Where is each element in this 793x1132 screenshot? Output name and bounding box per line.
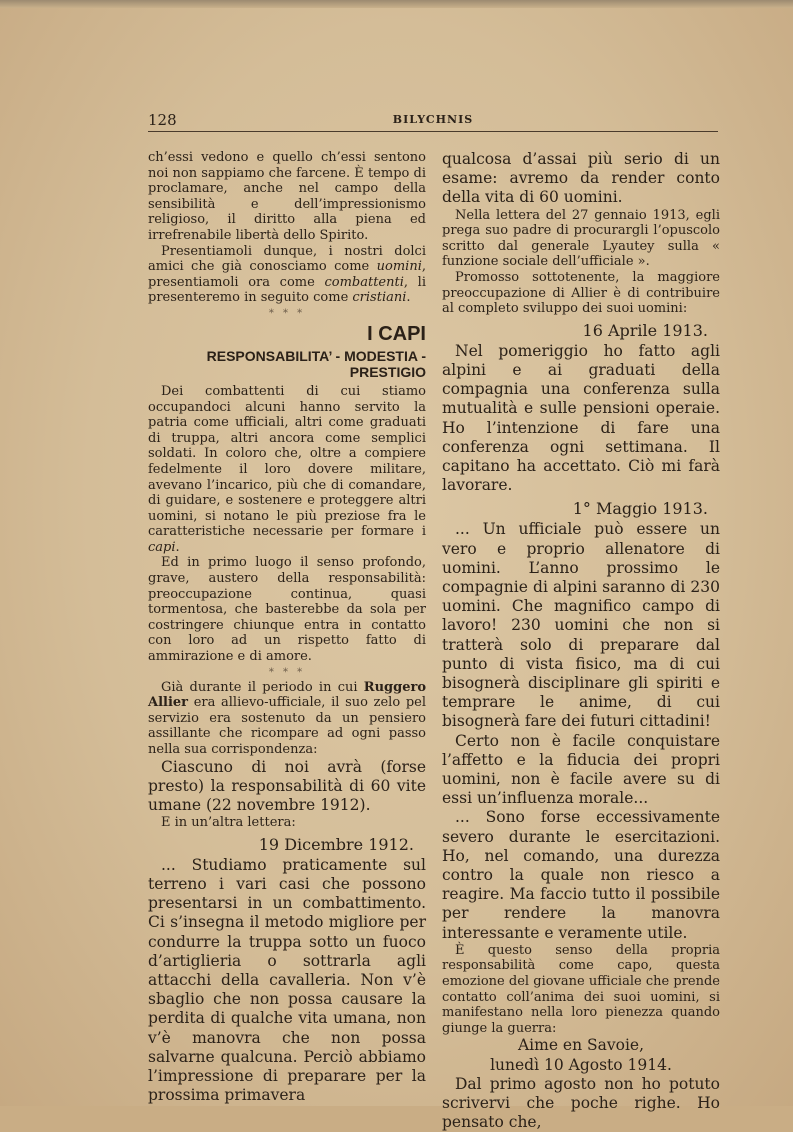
header-rule [148, 131, 718, 132]
letter-date: lunedì 10 Agosto 1914. [490, 1055, 672, 1074]
running-title: BILYCHNIS [392, 113, 474, 126]
page-header [148, 111, 718, 129]
paragraph: Dei combattenti di cui stiamo occupandoci alcuni hanno servito la patria come ufficiali, altri come graduati di truppa, altri ancora come semplici soldati. In coloro che, oltre a compiere fedelmente il loro dovere militare, avevano l’incarico, più che di comandare, di guidare, e sostenere e proteggere altri uomini, si notano le più preziose fra le caratteristiche necessarie per formare i capi. [148, 383, 426, 555]
left-column [148, 150, 426, 1105]
page-top-edge [0, 0, 793, 8]
paragraph: Già durante il periodo in cui Ruggero Allier era allievo-ufficiale, il suo zelo pel servizio era sostenuto da un pensiero assillante che ricompare ad ogni passo nella sua corrispondenza: [148, 679, 426, 757]
letter-place: Aime en Savoie, [517, 1036, 645, 1055]
quote-paragraph: ... Studiamo praticamente sul terreno i vari casi che possono presentarsi in un combattimento. Ci s’insegna il metodo migliore per condurre la truppa sotto un fuoco d’artiglieria o sottrarla agli attacchi della cavalleria. Non v’è sbaglio che non possa causare la perdita di qualche vita umana, non v’è manovra che non possa salvarne qualcuna. Perciò abbiamo l’impressione di preparare per la prossima primavera [148, 855, 426, 1105]
page-number: 128 [148, 111, 177, 129]
section-subtitle: RESPONSABILITA’ - MODESTIA - PRESTIGIO [206, 347, 426, 380]
right-column [442, 150, 720, 1132]
quote-paragraph: Nel pomeriggio ho fatto agli alpini e ai graduati della compagnia una conferenza sulla mutualità e sulle pensioni operaie. Ho l’intenzione di fare una conferenza ogni settimana. Il capitano ha accettato. Ciò mi farà lavorare. [442, 341, 720, 495]
letter-date: 19 Dicembre 1912. [258, 834, 414, 854]
paragraph: Nella lettera del 27 gennaio 1913, egli prega suo padre di procurargli l’opuscolo scritto dal generale Lyautey sulla « funzione sociale dell’ufficiale ». [442, 207, 720, 270]
quote-paragraph: ... Un ufficiale può essere un vero e proprio allenatore di uomini. L’anno prossimo le compagnie di alpini saranno di 230 uomini. Che magnifico campo di lavoro! 230 uomini che non si tratterà solo di preparare dal punto di vista fisico, ma di cui bisognerà disciplinare gli spiriti e temprare le anime, di cui bisognerà fare dei futuri cittadini! [442, 520, 720, 731]
paragraph: ch’essi vedono e quello ch’essi sentono noi non sappiamo che farcene. È tempo di proclamare, anche nel campo della sensibilità e dell’impressionismo religioso, il diritto alla piena ed irrefrenabile libertà dello Spirito. [148, 150, 426, 243]
paragraph: Ed in primo luogo il senso profondo, grave, austero della responsabilità: preoccupazione continua, quasi tormentosa, che basterebbe da sola per costringere chiunque entra in contatto con loro ad un rispetto fatto di ammirazione e di amore. [148, 555, 426, 665]
letter-date: 1° Maggio 1913. [572, 499, 708, 519]
quote-paragraph: Certo non è facile conquistare l’affetto e la fiducia dei propri uomini, non è facile avere su di essi un’influenza morale... [442, 731, 720, 808]
letter-date: 16 Aprile 1913. [582, 320, 708, 340]
quote-paragraph: Dal primo agosto non ho potuto scrivervi che poche righe. Ho pensato che, [442, 1074, 720, 1132]
paragraph: Presentiamoli dunque, i nostri dolci amici che già conosciamo come uomini, presentiamoli ora come combattenti, li presenteremo in seguito come cristiani. [148, 243, 426, 306]
section-separator: * * * [268, 666, 306, 678]
section-title: I CAPI [367, 322, 426, 345]
quote-paragraph: qualcosa d’assai più serio di un esame: avremo da render conto della vita di 60 uomini. [442, 150, 720, 207]
section-separator: * * * [268, 307, 306, 319]
quote-paragraph: ... Sono forse eccessivamente severo durante le esercitazioni. Ho, nel comando, una durezza contro la quale non riesco a reagire. Ma faccio tutto il possibile per rendere la manovra interessante e veramente utile. [442, 808, 720, 942]
paragraph: È questo senso della propria responsabilità come capo, questa emozione del giovane ufficiale che prende contatto coll’anima dei suoi uomini, si manifestano nella loro pienezza quando giunge la guerra: [442, 942, 720, 1036]
quote-paragraph: Ciascuno di noi avrà (forse presto) la responsabilità di 60 vite umane (22 novembre 1912). [148, 757, 426, 814]
paragraph: E in un’altra lettera: [161, 815, 296, 831]
paragraph: Promosso sottotenente, la maggiore preoccupazione di Allier è di contribuire al completo sviluppo dei suoi uomini: [442, 269, 720, 317]
